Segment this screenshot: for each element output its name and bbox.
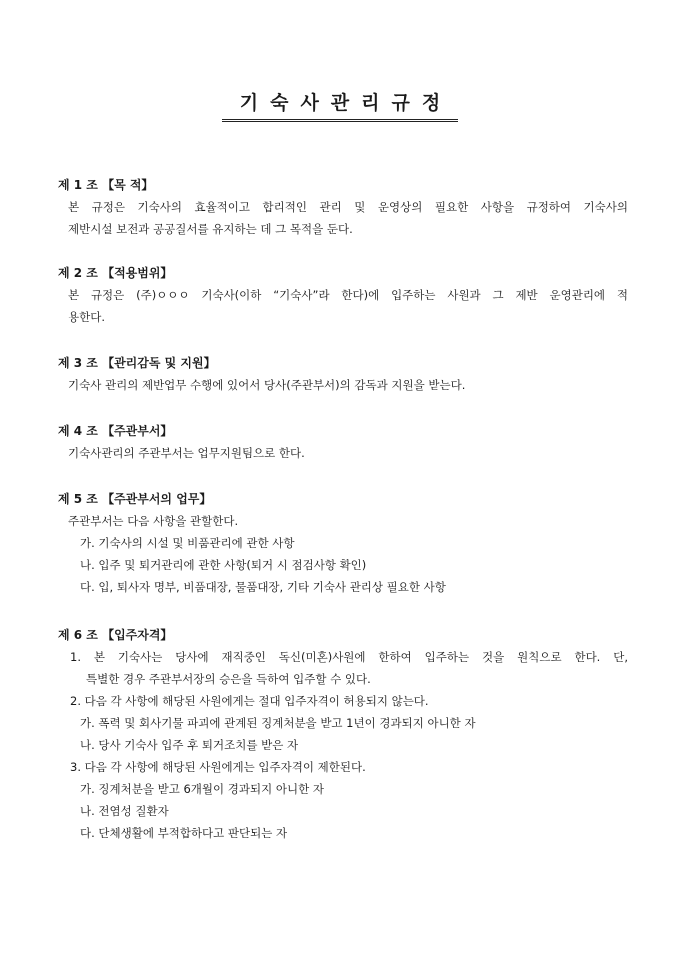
article-text-line: 용한다. [68,310,105,324]
article-4 [58,422,628,464]
article-list-item: 나. 당사 기숙사 입주 후 퇴거조치를 받은 자 [80,738,299,752]
article-heading: 제 4 조 【주관부서】 [58,424,173,438]
article-text-line: 제반시설 보전과 공공질서를 유지하는 데 그 목적을 둔다. [68,222,353,236]
title-container [0,90,680,122]
article-text-line: 특별한 경우 주관부서장의 승은을 득하여 입주할 수 있다. [86,672,371,686]
article-heading: 제 3 조 【관리감독 및 지원】 [58,356,216,370]
article-list-item: 가. 기숙사의 시설 및 비품관리에 관한 사항 [80,536,295,550]
article-list-item: 다. 단체생활에 부적합하다고 판단되는 자 [80,826,288,840]
article-heading: 제 1 조 【목 적】 [58,178,154,192]
article-list-item: 나. 전염성 질환자 [80,804,169,818]
article-text-line: 기숙사관리의 주관부서는 업무지원팀으로 한다. [68,446,305,460]
article-heading: 제 5 조 【주관부서의 업무】 [58,492,212,506]
article-5 [58,490,628,598]
article-heading: 제 6 조 【입주자격】 [58,628,173,642]
article-1 [58,176,628,240]
article-text-line: 본 규정은 (주)ㅇㅇㅇ 기숙사(이하 “기숙사”라 한다)에 입주하는 사원과 그 제반 운영관리에 적 [68,288,628,302]
article-6 [58,626,628,844]
article-list-item: 다. 입, 퇴사자 명부, 비품대장, 물품대장, 기타 기숙사 관리상 필요한 사항 [80,580,446,594]
article-2 [58,264,628,328]
article-text-line: 본 규정은 기숙사의 효율적이고 합리적인 관리 및 운영상의 필요한 사항을 규정하여 기숙사의 [68,200,628,214]
article-text-line: 기숙사 관리의 제반업무 수행에 있어서 당사(주관부서)의 감독과 지원을 받는다. [68,378,466,392]
article-list-item: 가. 폭력 및 회사기물 파괴에 관계된 징계처분을 받고 1년이 경과되지 아니한 자 [80,716,476,730]
article-numbered-item: 3. 다음 각 사항에 해당된 사원에게는 입주자격이 제한된다. [70,760,366,774]
document-title: 기숙사관리규정 [222,90,458,122]
article-list-item: 가. 징계처분을 받고 6개월이 경과되지 아니한 자 [80,782,324,796]
article-heading: 제 2 조 【적용범위】 [58,266,173,280]
article-text-line: 주관부서는 다음 사항을 관할한다. [68,514,239,528]
article-numbered-item: 2. 다음 각 사항에 해당된 사원에게는 절대 입주자격이 허용되지 않는다. [70,694,429,708]
article-list-item: 나. 입주 및 퇴거관리에 관한 사항(퇴거 시 점검사항 확인) [80,558,367,572]
article-3 [58,354,628,396]
article-numbered-item: 1. 본 기숙사는 당사에 재직중인 독신(미혼)사원에 한하여 입주하는 것을 원칙으로 한다. 단, [70,650,628,664]
